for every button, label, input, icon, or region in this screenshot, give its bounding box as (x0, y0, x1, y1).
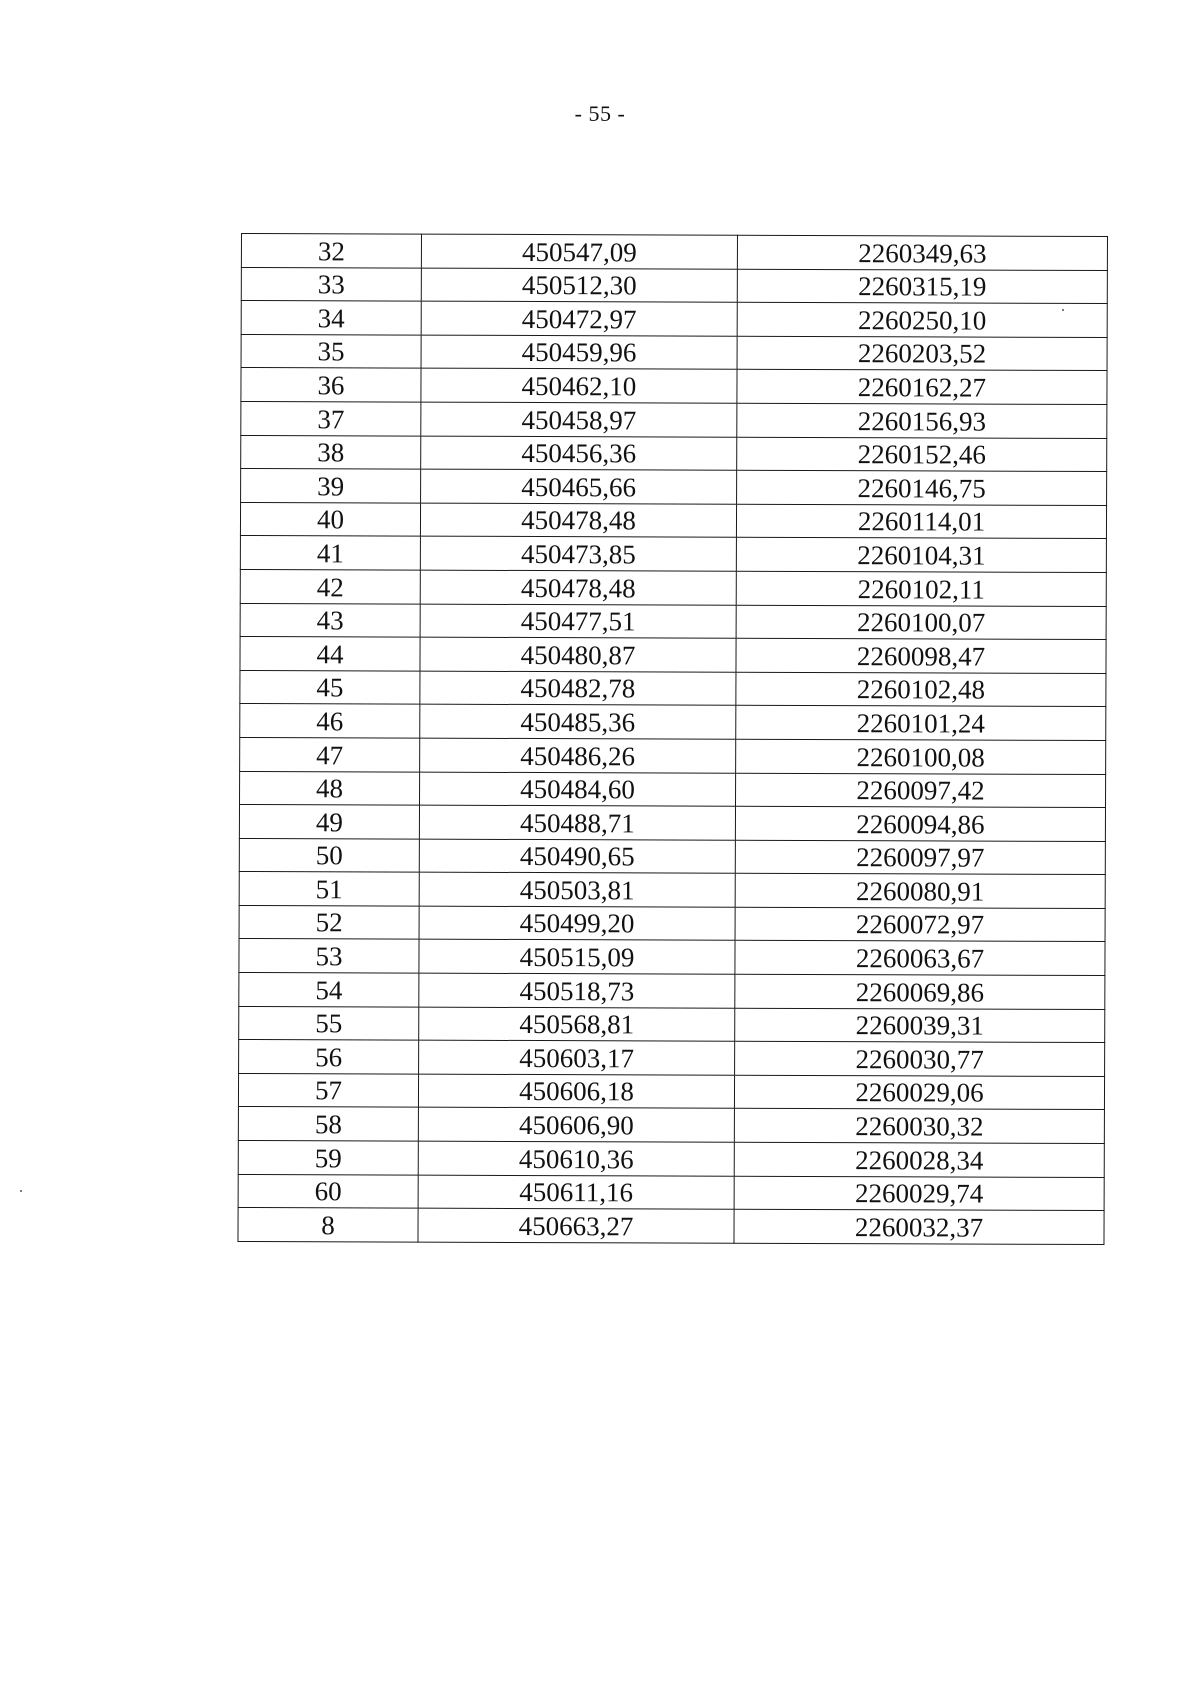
y-coordinate-cell: 2260250,10 (737, 302, 1107, 337)
y-coordinate-cell: 2260028,34 (734, 1142, 1104, 1177)
x-coordinate-cell: 450568,81 (419, 1007, 735, 1042)
coordinates-table (237, 233, 1108, 1245)
point-number-cell: 44 (240, 637, 420, 671)
table-row (240, 536, 1106, 573)
y-coordinate-cell: 2260030,32 (734, 1109, 1104, 1144)
y-coordinate-cell: 2260156,93 (737, 403, 1107, 438)
table-row (239, 872, 1105, 909)
y-coordinate-cell: 2260032,37 (734, 1209, 1104, 1244)
point-number-cell: 40 (240, 502, 420, 536)
point-number-cell: 48 (240, 771, 420, 805)
y-coordinate-cell: 2260203,52 (737, 336, 1107, 371)
point-number-cell: 39 (241, 469, 421, 503)
table-row (241, 334, 1107, 371)
table-row (240, 737, 1106, 774)
x-coordinate-cell: 450606,90 (418, 1108, 734, 1143)
y-coordinate-cell: 2260098,47 (736, 638, 1106, 673)
x-coordinate-cell: 450473,85 (420, 536, 736, 571)
scan-speck (20, 1190, 22, 1192)
x-coordinate-cell: 450547,09 (421, 234, 737, 269)
point-number-cell: 57 (238, 1073, 418, 1107)
table-row (239, 905, 1105, 942)
table-row (241, 301, 1107, 338)
point-number-cell: 32 (241, 234, 421, 268)
y-coordinate-cell: 2260039,31 (735, 1008, 1105, 1043)
point-number-cell: 51 (239, 872, 419, 906)
point-number-cell: 55 (239, 1006, 419, 1040)
x-coordinate-cell: 450663,27 (418, 1208, 734, 1243)
point-number-cell: 35 (241, 334, 421, 368)
point-number-cell: 59 (238, 1141, 418, 1175)
x-coordinate-cell: 450465,66 (421, 469, 737, 504)
y-coordinate-cell: 2260101,24 (736, 706, 1106, 741)
y-coordinate-cell: 2260152,46 (737, 437, 1107, 472)
y-coordinate-cell: 2260069,86 (735, 974, 1105, 1009)
y-coordinate-cell: 2260102,48 (736, 672, 1106, 707)
x-coordinate-cell: 450480,87 (420, 637, 736, 672)
point-number-cell: 47 (240, 737, 420, 771)
x-coordinate-cell: 450484,60 (420, 772, 736, 807)
y-coordinate-cell: 2260114,01 (736, 504, 1106, 539)
point-number-cell: 58 (238, 1107, 418, 1141)
y-coordinate-cell: 2260097,97 (735, 840, 1105, 875)
point-number-cell: 60 (238, 1174, 418, 1208)
y-coordinate-cell: 2260162,27 (737, 370, 1107, 405)
coordinates-table-body (238, 234, 1108, 1245)
point-number-cell: 42 (240, 569, 420, 603)
x-coordinate-cell: 450478,48 (420, 570, 736, 605)
table-row (241, 234, 1107, 271)
y-coordinate-cell: 2260094,86 (735, 806, 1105, 841)
point-number-cell: 52 (239, 905, 419, 939)
x-coordinate-cell: 450458,97 (421, 402, 737, 437)
x-coordinate-cell: 450603,17 (419, 1040, 735, 1075)
x-coordinate-cell: 450490,65 (419, 839, 735, 874)
table-row (238, 1208, 1104, 1245)
point-number-cell: 8 (238, 1208, 418, 1242)
table-row (240, 569, 1106, 606)
table-row (239, 973, 1105, 1010)
table-row (240, 670, 1106, 707)
table-row (238, 1141, 1104, 1178)
table-row (241, 435, 1107, 472)
x-coordinate-cell: 450456,36 (421, 436, 737, 471)
y-coordinate-cell: 2260146,75 (737, 470, 1107, 505)
point-number-cell: 38 (241, 435, 421, 469)
table-row (239, 939, 1105, 976)
table-row (239, 838, 1105, 875)
table-row (238, 1073, 1104, 1110)
table-row (240, 704, 1106, 741)
table-row (238, 1107, 1104, 1144)
point-number-cell: 33 (241, 267, 421, 301)
y-coordinate-cell: 2260063,67 (735, 941, 1105, 976)
point-number-cell: 53 (239, 939, 419, 973)
point-number-cell: 34 (241, 301, 421, 335)
x-coordinate-cell: 450485,36 (420, 704, 736, 739)
point-number-cell: 41 (240, 536, 420, 570)
y-coordinate-cell: 2260315,19 (737, 269, 1107, 304)
table-row (239, 805, 1105, 842)
x-coordinate-cell: 450488,71 (419, 805, 735, 840)
x-coordinate-cell: 450499,20 (419, 906, 735, 941)
table-row (240, 637, 1106, 674)
y-coordinate-cell: 2260080,91 (735, 874, 1105, 909)
table-row (241, 368, 1107, 405)
y-coordinate-cell: 2260104,31 (736, 538, 1106, 573)
point-number-cell: 46 (240, 704, 420, 738)
point-number-cell: 37 (241, 401, 421, 435)
x-coordinate-cell: 450611,16 (418, 1175, 734, 1210)
page-number: - 55 - (574, 101, 626, 126)
x-coordinate-cell: 450606,18 (418, 1074, 734, 1109)
table-row (239, 1040, 1105, 1077)
table-row (241, 401, 1107, 438)
y-coordinate-cell: 2260072,97 (735, 907, 1105, 942)
y-coordinate-cell: 2260029,06 (734, 1075, 1104, 1110)
x-coordinate-cell: 450478,48 (420, 503, 736, 538)
y-coordinate-cell: 2260100,08 (736, 739, 1106, 774)
x-coordinate-cell: 450515,09 (419, 940, 735, 975)
table-row (241, 469, 1107, 506)
y-coordinate-cell: 2260097,42 (736, 773, 1106, 808)
y-coordinate-cell: 2260349,63 (737, 235, 1107, 270)
point-number-cell: 50 (239, 838, 419, 872)
y-coordinate-cell: 2260102,11 (736, 571, 1106, 606)
scan-speck (1062, 309, 1064, 311)
point-number-cell: 43 (240, 603, 420, 637)
x-coordinate-cell: 450477,51 (420, 604, 736, 639)
table-row (239, 1006, 1105, 1043)
x-coordinate-cell: 450518,73 (419, 973, 735, 1008)
x-coordinate-cell: 450462,10 (421, 369, 737, 404)
x-coordinate-cell: 450610,36 (418, 1141, 734, 1176)
point-number-cell: 54 (239, 973, 419, 1007)
table-row (241, 267, 1107, 304)
y-coordinate-cell: 2260030,77 (735, 1041, 1105, 1076)
point-number-cell: 45 (240, 670, 420, 704)
table-row (238, 1174, 1104, 1211)
x-coordinate-cell: 450512,30 (421, 268, 737, 303)
point-number-cell: 49 (239, 805, 419, 839)
table-row (240, 502, 1106, 539)
point-number-cell: 36 (241, 368, 421, 402)
y-coordinate-cell: 2260100,07 (736, 605, 1106, 640)
y-coordinate-cell: 2260029,74 (734, 1176, 1104, 1211)
point-number-cell: 56 (239, 1040, 419, 1074)
table-row (240, 771, 1106, 808)
x-coordinate-cell: 450482,78 (420, 671, 736, 706)
table-row (240, 603, 1106, 640)
x-coordinate-cell: 450459,96 (421, 335, 737, 370)
x-coordinate-cell: 450472,97 (421, 301, 737, 336)
x-coordinate-cell: 450486,26 (420, 738, 736, 773)
x-coordinate-cell: 450503,81 (419, 872, 735, 907)
